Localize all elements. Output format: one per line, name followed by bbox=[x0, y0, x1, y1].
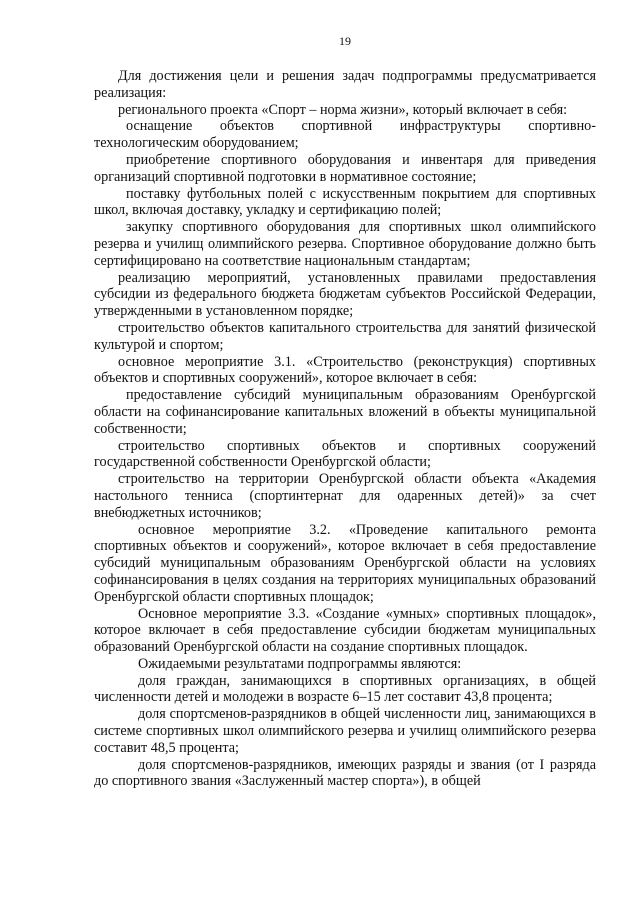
paragraph: закупку спортивного оборудования для спортивных школ олимпийского резерва и училищ олимпийского резерва. Спортивное оборудование должно быть сертифицировано на соответствие национальным стандартам; bbox=[94, 219, 596, 269]
paragraph: основное мероприятие 3.2. «Проведение капитального ремонта спортивных объектов и сооружений», которое включает в себя предоставление субсидий муниципальным образованиям Оренбургской области на условиях софинансирования в целях создания на территориях муниципальных образований Оренбургской области спортивных площадок; bbox=[94, 521, 596, 605]
paragraph: реализацию мероприятий, установленных правилами предоставления субсидии из федерального бюджета бюджетам субъектов Российской Федерации, утвержденными в установленном порядке; bbox=[94, 269, 596, 320]
page-number: 19 bbox=[339, 34, 351, 48]
paragraph: доля спортсменов-разрядников, имеющих разряды и звания (от I разряда до спортивного звания «Заслуженный мастер спорта»), в общей bbox=[94, 756, 596, 790]
paragraph: приобретение спортивного оборудования и инвентаря для приведения организаций спортивной подготовки в нормативное состояние; bbox=[94, 151, 596, 185]
paragraph: поставку футбольных полей с искусственным покрытием для спортивных школ, включая доставку, укладку и сертификацию полей; bbox=[94, 185, 596, 219]
paragraph: строительство на территории Оренбургской области объекта «Академия настольного тенниса (спортинтернат для одаренных детей)» за счет внебюджетных источников; bbox=[94, 471, 596, 521]
paragraph: доля спортсменов-разрядников в общей численности лиц, занимающихся в системе спортивных школ олимпийского резерва и училищ олимпийского резерва составит 48,5 процента; bbox=[94, 706, 596, 756]
paragraph: строительство спортивных объектов и спортивных сооружений государственной собственности Оренбургской области; bbox=[94, 437, 596, 471]
document-body bbox=[94, 68, 596, 790]
paragraph: регионального проекта «Спорт – норма жизни», который включает в себя: bbox=[118, 101, 568, 118]
paragraph: Ожидаемыми результатами подпрограммы являются: bbox=[138, 655, 462, 672]
paragraph: Для достижения цели и решения задач подпрограммы предусматривается реализация: bbox=[94, 68, 596, 101]
paragraph: основное мероприятие 3.1. «Строительство (реконструкция) спортивных объектов и спортивных сооружений», которое включает в себя: bbox=[94, 353, 596, 387]
paragraph: предоставление субсидий муниципальным образованиям Оренбургской области на софинансирование капитальных вложений в объекты муниципальной собственности; bbox=[94, 387, 596, 437]
paragraph: доля граждан, занимающихся в спортивных организациях, в общей численности детей и молодежи в возрасте 6–15 лет составит 43,8 процента; bbox=[94, 672, 596, 706]
paragraph: строительство объектов капитального строительства для занятий физической культурой и спортом; bbox=[94, 319, 596, 353]
paragraph: оснащение объектов спортивной инфраструктуры спортивно-технологическим оборудованием; bbox=[94, 118, 596, 152]
paragraph: Основное мероприятие 3.3. «Создание «умных» спортивных площадок», которое включает в себя предоставление субсидии бюджетам муниципальных образований Оренбургской области на создание спортивных площадок. bbox=[94, 605, 596, 656]
